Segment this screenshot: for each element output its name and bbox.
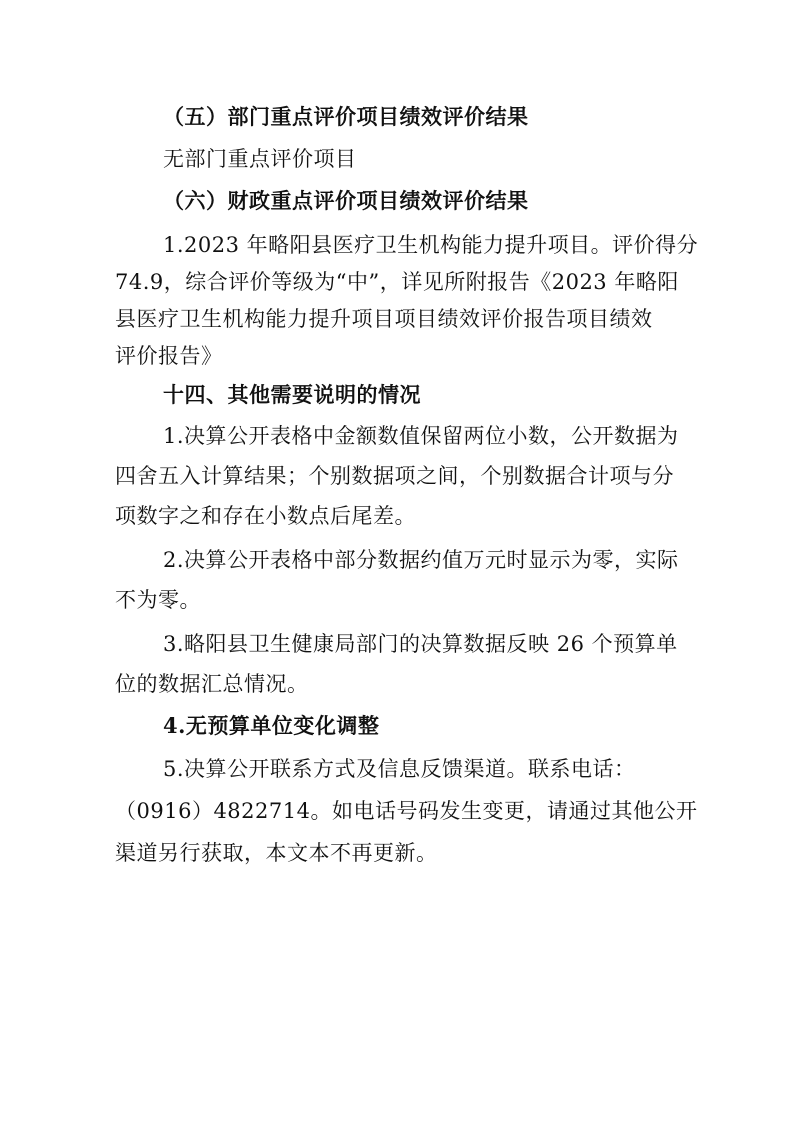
section-14-item-1-line-2: 四舍五入计算结果；个别数据项之间，个别数据合计项与分 [115, 464, 674, 488]
section-6-item-1-line-3: 县医疗卫生机构能力提升项目项目绩效评价报告项目绩效 [115, 307, 653, 331]
section-14-item-4: 4.无预算单位变化调整 [163, 713, 380, 738]
section-5-text: 无部门重点评价项目 [163, 147, 357, 171]
section-14-item-1-line-1: 1.决算公开表格中金额数值保留两位小数，公开数据为 [163, 424, 679, 448]
section-14-item-5-line-1: 5.决算公开联系方式及信息反馈渠道。联系电话： [163, 757, 636, 781]
section-6-item-1-line-1: 1.2023 年略阳县医疗卫生机构能力提升项目。评价得分 [163, 233, 699, 257]
section-6-heading: （六）财政重点评价项目绩效评价结果 [163, 188, 529, 213]
section-14-item-2-line-1: 2.决算公开表格中部分数据约值万元时显示为零，实际 [163, 548, 679, 572]
section-6-item-1-line-4: 评价报告》 [115, 344, 223, 368]
section-14-item-5-line-2: （0916）4822714。如电话号码发生变更，请通过其他公开 [115, 799, 698, 823]
section-14-item-3-line-1: 3.略阳县卫生健康局部门的决算数据反映 26 个预算单 [163, 632, 678, 656]
section-14-heading: 十四、其他需要说明的情况 [163, 382, 421, 407]
section-14-item-3-line-2: 位的数据汇总情况。 [115, 672, 309, 696]
section-14-item-2-line-2: 不为零。 [115, 588, 201, 612]
section-14-item-5-line-3: 渠道另行获取，本文本不再更新。 [115, 841, 438, 865]
section-14-item-1-line-3: 项数字之和存在小数点后尾差。 [115, 504, 416, 528]
section-6-item-1-line-2: 74.9，综合评价等级为“中”，详见所附报告《2023 年略阳 [115, 270, 679, 294]
section-5-heading: （五）部门重点评价项目绩效评价结果 [163, 104, 529, 129]
